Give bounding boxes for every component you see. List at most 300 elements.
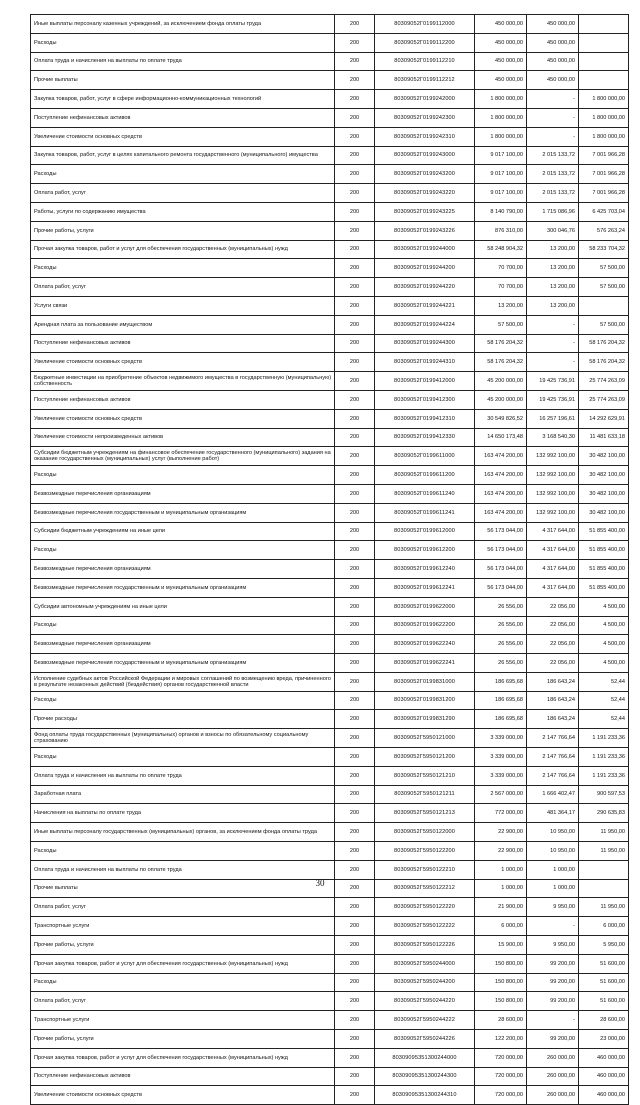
row-name: Бюджетные инвестиции на приобретение объектов недвижимого имущества в государственную (муниципальную) собственность xyxy=(31,372,335,391)
row-classification-code: 80309052Г0199244310 xyxy=(375,353,475,372)
row-name: Иные выплаты персоналу государственных (муниципальных) органов, за исключением фонда оплаты труда xyxy=(31,823,335,842)
row-remaining-amount xyxy=(579,71,629,90)
row-classification-code: 80309052Г0199412310 xyxy=(375,409,475,428)
row-approved-amount: 150 800,00 xyxy=(475,992,527,1011)
table-row xyxy=(31,766,629,785)
row-classification-code: 80309095351300244000 xyxy=(375,1048,475,1067)
row-name: Прочие выплаты xyxy=(31,71,335,90)
row-name: Расходы xyxy=(31,842,335,861)
row-name: Поступление нефинансовых активов xyxy=(31,1067,335,1086)
row-executed-amount: 450 000,00 xyxy=(527,52,579,71)
row-approved-amount: 56 173 044,00 xyxy=(475,522,527,541)
row-remaining-amount: 6 425 703,04 xyxy=(579,202,629,221)
row-executed-amount: 4 317 644,00 xyxy=(527,578,579,597)
row-approved-amount: 1 800 000,00 xyxy=(475,90,527,109)
row-approved-amount: 720 000,00 xyxy=(475,1067,527,1086)
row-executed-amount: 186 643,24 xyxy=(527,672,579,691)
table-row xyxy=(31,334,629,353)
row-executed-amount: 260 000,00 xyxy=(527,1067,579,1086)
row-name: Безвозмездные перечисления организациям xyxy=(31,635,335,654)
row-line-code: 200 xyxy=(335,127,375,146)
row-executed-amount: - xyxy=(527,1011,579,1030)
row-line-code: 200 xyxy=(335,992,375,1011)
row-approved-amount: 70 700,00 xyxy=(475,259,527,278)
row-remaining-amount: 900 597,53 xyxy=(579,785,629,804)
table-row xyxy=(31,729,629,748)
row-approved-amount: 70 700,00 xyxy=(475,278,527,297)
row-approved-amount: 28 600,00 xyxy=(475,1011,527,1030)
table-row xyxy=(31,748,629,767)
table-row xyxy=(31,954,629,973)
row-approved-amount: 26 556,00 xyxy=(475,635,527,654)
row-name: Прочие работы, услуги xyxy=(31,1030,335,1049)
row-executed-amount: 2 147 766,64 xyxy=(527,748,579,767)
row-name: Расходы xyxy=(31,466,335,485)
row-remaining-amount: 51 855 400,00 xyxy=(579,541,629,560)
table-row xyxy=(31,15,629,34)
row-executed-amount: 450 000,00 xyxy=(527,71,579,90)
row-line-code: 200 xyxy=(335,729,375,748)
row-line-code: 200 xyxy=(335,353,375,372)
row-executed-amount: - xyxy=(527,108,579,127)
row-approved-amount: 57 500,00 xyxy=(475,315,527,334)
row-approved-amount: 14 650 173,48 xyxy=(475,428,527,447)
row-remaining-amount: 1 191 233,36 xyxy=(579,729,629,748)
row-classification-code: 80309052Г5950122212 xyxy=(375,879,475,898)
row-name: Расходы xyxy=(31,616,335,635)
row-remaining-amount: 5 950,00 xyxy=(579,936,629,955)
row-line-code: 200 xyxy=(335,503,375,522)
row-classification-code: 80309052Г0199612241 xyxy=(375,578,475,597)
row-remaining-amount: 51 600,00 xyxy=(579,992,629,1011)
row-line-code: 200 xyxy=(335,804,375,823)
row-line-code: 200 xyxy=(335,52,375,71)
row-name: Безвозмездные перечисления государственным и муниципальным организациям xyxy=(31,503,335,522)
row-approved-amount: 150 800,00 xyxy=(475,973,527,992)
row-name: Увеличение стоимости основных средств xyxy=(31,127,335,146)
row-name: Арендная плата за пользование имуществом xyxy=(31,315,335,334)
row-executed-amount: 260 000,00 xyxy=(527,1048,579,1067)
row-remaining-amount: 58 176 204,32 xyxy=(579,334,629,353)
row-remaining-amount: 11 481 633,18 xyxy=(579,428,629,447)
row-classification-code: 80309052Г0199412300 xyxy=(375,390,475,409)
row-classification-code: 80309052Г5950244226 xyxy=(375,1030,475,1049)
row-line-code: 200 xyxy=(335,90,375,109)
row-classification-code: 80309052Г0199412330 xyxy=(375,428,475,447)
row-approved-amount: 2 567 000,00 xyxy=(475,785,527,804)
row-approved-amount: 186 695,68 xyxy=(475,691,527,710)
row-approved-amount: 26 556,00 xyxy=(475,654,527,673)
table-row xyxy=(31,635,629,654)
table-row xyxy=(31,503,629,522)
row-approved-amount: 122 200,00 xyxy=(475,1030,527,1049)
row-line-code: 200 xyxy=(335,184,375,203)
row-line-code: 200 xyxy=(335,522,375,541)
table-row xyxy=(31,860,629,879)
row-remaining-amount: 51 855 400,00 xyxy=(579,560,629,579)
table-row xyxy=(31,616,629,635)
row-classification-code: 80309052Г5950122220 xyxy=(375,898,475,917)
row-name: Безвозмездные перечисления организациям xyxy=(31,484,335,503)
row-line-code: 200 xyxy=(335,71,375,90)
table-row xyxy=(31,560,629,579)
row-line-code: 200 xyxy=(335,766,375,785)
row-line-code: 200 xyxy=(335,860,375,879)
table-row xyxy=(31,315,629,334)
row-executed-amount: 132 992 100,00 xyxy=(527,447,579,466)
row-executed-amount: 3 168 540,30 xyxy=(527,428,579,447)
row-remaining-amount: 4 500,00 xyxy=(579,616,629,635)
row-remaining-amount: 52,44 xyxy=(579,672,629,691)
row-name: Поступление нефинансовых активов xyxy=(31,108,335,127)
row-classification-code: 80309052Г5950121213 xyxy=(375,804,475,823)
row-approved-amount: 26 556,00 xyxy=(475,616,527,635)
row-line-code: 200 xyxy=(335,842,375,861)
row-approved-amount: 150 800,00 xyxy=(475,954,527,973)
row-executed-amount: - xyxy=(527,917,579,936)
row-remaining-amount: 28 600,00 xyxy=(579,1011,629,1030)
row-approved-amount: 45 200 000,00 xyxy=(475,390,527,409)
row-executed-amount: 13 200,00 xyxy=(527,278,579,297)
row-remaining-amount: 51 600,00 xyxy=(579,954,629,973)
row-name: Оплата труда и начисления на выплаты по оплате труда xyxy=(31,52,335,71)
row-line-code: 200 xyxy=(335,691,375,710)
row-remaining-amount: 460 000,00 xyxy=(579,1086,629,1105)
row-line-code: 200 xyxy=(335,1086,375,1105)
row-name: Субсидии бюджетным учреждениям на иные цели xyxy=(31,522,335,541)
row-remaining-amount: 51 600,00 xyxy=(579,973,629,992)
row-executed-amount: 2 015 133,72 xyxy=(527,146,579,165)
row-executed-amount: 22 056,00 xyxy=(527,654,579,673)
row-classification-code: 80309052Г5950121210 xyxy=(375,766,475,785)
row-line-code: 200 xyxy=(335,1011,375,1030)
row-name: Услуги связи xyxy=(31,296,335,315)
row-classification-code: 80309052Г0199611240 xyxy=(375,484,475,503)
row-executed-amount: - xyxy=(527,353,579,372)
row-remaining-amount: 1 191 233,36 xyxy=(579,748,629,767)
row-classification-code: 80309052Г0199831290 xyxy=(375,710,475,729)
row-line-code: 200 xyxy=(335,278,375,297)
row-executed-amount: 186 643,24 xyxy=(527,691,579,710)
row-name: Оплата труда и начисления на выплаты по оплате труда xyxy=(31,860,335,879)
row-executed-amount: 450 000,00 xyxy=(527,15,579,34)
row-name: Расходы xyxy=(31,165,335,184)
table-row xyxy=(31,823,629,842)
row-executed-amount: 2 147 766,64 xyxy=(527,729,579,748)
table-row xyxy=(31,202,629,221)
table-row xyxy=(31,898,629,917)
table-body xyxy=(31,15,629,1105)
row-name: Расходы xyxy=(31,691,335,710)
row-name: Оплата работ, услуг xyxy=(31,992,335,1011)
row-remaining-amount: 30 482 100,00 xyxy=(579,466,629,485)
row-name: Субсидии бюджетным учреждениям на финансовое обеспечение государственного (муниципального) задания на оказание государственных (муниципальных) услуг (выполнение работ) xyxy=(31,447,335,466)
row-executed-amount: 99 200,00 xyxy=(527,954,579,973)
row-classification-code: 80309052Г0199242300 xyxy=(375,108,475,127)
row-approved-amount: 22 900,00 xyxy=(475,823,527,842)
row-name: Прочая закупка товаров, работ и услуг для обеспечения государственных (муниципальных) нужд xyxy=(31,954,335,973)
row-remaining-amount: 4 500,00 xyxy=(579,597,629,616)
row-remaining-amount: 57 500,00 xyxy=(579,278,629,297)
row-approved-amount: 1 000,00 xyxy=(475,860,527,879)
row-approved-amount: 163 474 200,00 xyxy=(475,447,527,466)
row-remaining-amount: 576 263,24 xyxy=(579,221,629,240)
row-line-code: 200 xyxy=(335,635,375,654)
row-classification-code: 80309052Г5950121000 xyxy=(375,729,475,748)
row-remaining-amount: 7 001 966,28 xyxy=(579,184,629,203)
row-name: Иные выплаты персоналу казенных учреждений, за исключением фонда оплаты труда xyxy=(31,15,335,34)
table-row xyxy=(31,1011,629,1030)
row-line-code: 200 xyxy=(335,748,375,767)
row-classification-code: 80309052Г0199611200 xyxy=(375,466,475,485)
row-approved-amount: 56 173 044,00 xyxy=(475,578,527,597)
table-row xyxy=(31,1086,629,1105)
row-approved-amount: 186 695,68 xyxy=(475,672,527,691)
row-approved-amount: 450 000,00 xyxy=(475,52,527,71)
table-row xyxy=(31,917,629,936)
row-name: Прочие работы, услуги xyxy=(31,221,335,240)
table-row xyxy=(31,522,629,541)
table-row xyxy=(31,710,629,729)
table-row xyxy=(31,1030,629,1049)
row-remaining-amount: 1 800 000,00 xyxy=(579,90,629,109)
row-approved-amount: 15 900,00 xyxy=(475,936,527,955)
row-classification-code: 80309052Г0199112000 xyxy=(375,15,475,34)
row-classification-code: 80309095351300244310 xyxy=(375,1086,475,1105)
row-approved-amount: 1 800 000,00 xyxy=(475,108,527,127)
table-row xyxy=(31,146,629,165)
table-row xyxy=(31,33,629,52)
table-row xyxy=(31,90,629,109)
row-line-code: 200 xyxy=(335,15,375,34)
row-classification-code: 80309052Г0199244224 xyxy=(375,315,475,334)
row-name: Оплата работ, услуг xyxy=(31,184,335,203)
row-line-code: 200 xyxy=(335,409,375,428)
table-row xyxy=(31,992,629,1011)
row-remaining-amount: 1 800 000,00 xyxy=(579,127,629,146)
row-classification-code: 80309052Г0199243220 xyxy=(375,184,475,203)
table-row xyxy=(31,654,629,673)
table-row xyxy=(31,804,629,823)
row-remaining-amount: 57 500,00 xyxy=(579,315,629,334)
row-name: Расходы xyxy=(31,259,335,278)
row-line-code: 200 xyxy=(335,1030,375,1049)
row-line-code: 200 xyxy=(335,334,375,353)
row-name: Безвозмездные перечисления государственным и муниципальным организациям xyxy=(31,578,335,597)
row-approved-amount: 186 695,68 xyxy=(475,710,527,729)
row-classification-code: 80309052Г5950244220 xyxy=(375,992,475,1011)
row-line-code: 200 xyxy=(335,315,375,334)
row-approved-amount: 1 000,00 xyxy=(475,879,527,898)
table-row xyxy=(31,390,629,409)
row-remaining-amount: 57 500,00 xyxy=(579,259,629,278)
row-classification-code: 80309052Г0199244221 xyxy=(375,296,475,315)
row-classification-code: 80309052Г0199611000 xyxy=(375,447,475,466)
row-approved-amount: 876 310,00 xyxy=(475,221,527,240)
budget-execution-table xyxy=(30,14,629,1105)
row-executed-amount: 19 425 736,91 xyxy=(527,372,579,391)
row-approved-amount: 13 200,00 xyxy=(475,296,527,315)
row-line-code: 200 xyxy=(335,672,375,691)
row-executed-amount: 2 147 766,64 xyxy=(527,766,579,785)
row-classification-code: 80309052Г0199622200 xyxy=(375,616,475,635)
table-row xyxy=(31,1067,629,1086)
row-classification-code: 80309052Г0199112200 xyxy=(375,33,475,52)
table-row xyxy=(31,578,629,597)
row-remaining-amount: 4 500,00 xyxy=(579,635,629,654)
row-classification-code: 80309095351300244300 xyxy=(375,1067,475,1086)
row-remaining-amount: 11 950,00 xyxy=(579,823,629,842)
row-remaining-amount: 51 855 400,00 xyxy=(579,578,629,597)
table-row xyxy=(31,372,629,391)
row-remaining-amount: 58 233 704,32 xyxy=(579,240,629,259)
row-line-code: 200 xyxy=(335,898,375,917)
row-name: Закупка товаров, работ, услуг в целях капитального ремонта государственного (муниципального) имущества xyxy=(31,146,335,165)
row-classification-code: 80309052Г0199612200 xyxy=(375,541,475,560)
row-executed-amount: 260 000,00 xyxy=(527,1086,579,1105)
row-classification-code: 80309052Г5950122222 xyxy=(375,917,475,936)
row-approved-amount: 720 000,00 xyxy=(475,1048,527,1067)
row-classification-code: 80309052Г0199831200 xyxy=(375,691,475,710)
row-approved-amount: 45 200 000,00 xyxy=(475,372,527,391)
page-number: 30 xyxy=(315,878,325,888)
table-row xyxy=(31,447,629,466)
row-name: Начисления на выплаты по оплате труда xyxy=(31,804,335,823)
row-approved-amount: 450 000,00 xyxy=(475,15,527,34)
row-executed-amount: 13 200,00 xyxy=(527,240,579,259)
row-executed-amount: 450 000,00 xyxy=(527,33,579,52)
row-name: Прочая закупка товаров, работ и услуг для обеспечения государственных (муниципальных) нужд xyxy=(31,1048,335,1067)
row-executed-amount: 132 992 100,00 xyxy=(527,466,579,485)
row-classification-code: 80309052Г0199243200 xyxy=(375,165,475,184)
row-line-code: 200 xyxy=(335,616,375,635)
row-name: Исполнение судебных актов Российской Федерации и мировых соглашений по возмещению вреда, причиненного в результате незаконных действий (бездействия) органов государственной власти xyxy=(31,672,335,691)
table-row xyxy=(31,184,629,203)
row-name: Прочая закупка товаров, работ и услуг для обеспечения государственных (муниципальных) нужд xyxy=(31,240,335,259)
table-row xyxy=(31,1048,629,1067)
row-line-code: 200 xyxy=(335,710,375,729)
table-row xyxy=(31,108,629,127)
row-name: Субсидии автономным учреждениям на иные цели xyxy=(31,597,335,616)
row-executed-amount: 132 992 100,00 xyxy=(527,484,579,503)
row-name: Работы, услуги по содержанию имущества xyxy=(31,202,335,221)
row-remaining-amount: 290 635,83 xyxy=(579,804,629,823)
row-classification-code: 80309052Г0199112210 xyxy=(375,52,475,71)
row-classification-code: 80309052Г0199611241 xyxy=(375,503,475,522)
row-line-code: 200 xyxy=(335,785,375,804)
row-classification-code: 80309052Г0199612240 xyxy=(375,560,475,579)
row-name: Безвозмездные перечисления государственным и муниципальным организациям xyxy=(31,654,335,673)
row-classification-code: 80309052Г0199242310 xyxy=(375,127,475,146)
row-approved-amount: 58 248 904,32 xyxy=(475,240,527,259)
table-row xyxy=(31,672,629,691)
row-approved-amount: 772 000,00 xyxy=(475,804,527,823)
row-line-code: 200 xyxy=(335,296,375,315)
row-classification-code: 80309052Г0199412000 xyxy=(375,372,475,391)
table-row xyxy=(31,165,629,184)
row-classification-code: 80309052Г0199622000 xyxy=(375,597,475,616)
row-executed-amount: 13 200,00 xyxy=(527,259,579,278)
row-remaining-amount: 52,44 xyxy=(579,710,629,729)
row-approved-amount: 8 140 790,00 xyxy=(475,202,527,221)
row-executed-amount: 481 364,17 xyxy=(527,804,579,823)
row-line-code: 200 xyxy=(335,146,375,165)
row-approved-amount: 56 173 044,00 xyxy=(475,541,527,560)
table-row xyxy=(31,296,629,315)
row-classification-code: 80309052Г0199112212 xyxy=(375,71,475,90)
row-classification-code: 80309052Г5950244222 xyxy=(375,1011,475,1030)
row-name: Расходы xyxy=(31,541,335,560)
row-executed-amount: 9 950,00 xyxy=(527,898,579,917)
row-classification-code: 80309052Г0199244200 xyxy=(375,259,475,278)
row-line-code: 200 xyxy=(335,578,375,597)
row-line-code: 200 xyxy=(335,597,375,616)
row-executed-amount: 4 317 644,00 xyxy=(527,522,579,541)
table-row xyxy=(31,973,629,992)
row-remaining-amount: 14 292 629,91 xyxy=(579,409,629,428)
row-remaining-amount: 11 950,00 xyxy=(579,898,629,917)
row-line-code: 200 xyxy=(335,428,375,447)
row-line-code: 200 xyxy=(335,973,375,992)
row-executed-amount: 4 317 644,00 xyxy=(527,560,579,579)
row-line-code: 200 xyxy=(335,240,375,259)
row-classification-code: 80309052Г5950121211 xyxy=(375,785,475,804)
table-row xyxy=(31,936,629,955)
table-row xyxy=(31,842,629,861)
row-classification-code: 80309052Г5950122000 xyxy=(375,823,475,842)
row-executed-amount: 22 056,00 xyxy=(527,616,579,635)
row-approved-amount: 720 000,00 xyxy=(475,1086,527,1105)
row-remaining-amount: 7 001 966,28 xyxy=(579,146,629,165)
row-classification-code: 80309052Г5950244200 xyxy=(375,973,475,992)
row-remaining-amount xyxy=(579,296,629,315)
row-executed-amount: 9 950,00 xyxy=(527,936,579,955)
row-line-code: 200 xyxy=(335,560,375,579)
row-remaining-amount: 1 191 233,36 xyxy=(579,766,629,785)
row-name: Оплата труда и начисления на выплаты по оплате труда xyxy=(31,766,335,785)
table-row xyxy=(31,221,629,240)
row-remaining-amount: 25 774 263,09 xyxy=(579,372,629,391)
row-executed-amount: 2 015 133,72 xyxy=(527,165,579,184)
row-remaining-amount xyxy=(579,52,629,71)
row-line-code: 200 xyxy=(335,466,375,485)
table-row xyxy=(31,278,629,297)
row-classification-code: 80309052Г5950244000 xyxy=(375,954,475,973)
row-executed-amount: 4 317 644,00 xyxy=(527,541,579,560)
row-name: Закупка товаров, работ, услуг в сфере информационно-коммуникационных технологий xyxy=(31,90,335,109)
row-executed-amount: - xyxy=(527,127,579,146)
row-name: Прочие выплаты xyxy=(31,879,335,898)
row-name: Прочие расходы xyxy=(31,710,335,729)
row-line-code: 200 xyxy=(335,447,375,466)
row-approved-amount: 450 000,00 xyxy=(475,33,527,52)
row-line-code: 200 xyxy=(335,221,375,240)
row-approved-amount: 21 900,00 xyxy=(475,898,527,917)
row-approved-amount: 58 176 204,32 xyxy=(475,334,527,353)
row-executed-amount: 1 000,00 xyxy=(527,860,579,879)
row-line-code: 200 xyxy=(335,108,375,127)
row-executed-amount: 99 200,00 xyxy=(527,1030,579,1049)
row-approved-amount: 3 339 000,00 xyxy=(475,748,527,767)
table-row xyxy=(31,466,629,485)
row-executed-amount: 99 200,00 xyxy=(527,992,579,1011)
row-line-code: 200 xyxy=(335,654,375,673)
row-name: Оплата работ, услуг xyxy=(31,898,335,917)
row-classification-code: 80309052Г0199831000 xyxy=(375,672,475,691)
row-remaining-amount: 460 000,00 xyxy=(579,1048,629,1067)
table-row xyxy=(31,541,629,560)
row-executed-amount: 300 046,76 xyxy=(527,221,579,240)
